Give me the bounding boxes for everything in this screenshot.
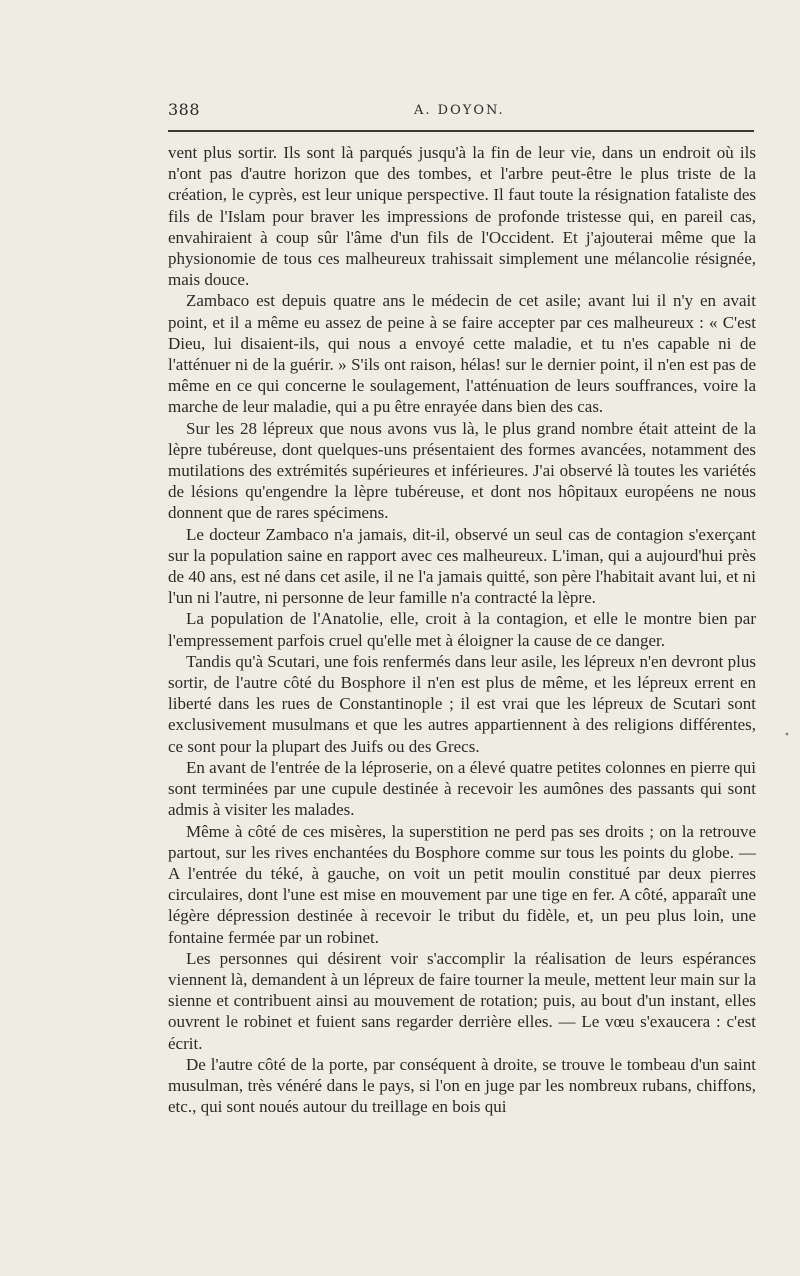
margin-dot: • — [784, 730, 790, 741]
paragraph: Même à côté de ces misères, la superstition ne perd pas ses droits ; on la retrouve partout, sur les rives enchantées du Bosphore comme sur tous les points du globe. — A l'entrée du téké, à gauche, on voit un petit moulin constitué par deux pierres circulaires, dont l'une est mise en mouvement par une tige en fer. A côté, apparaît une légère dépression destinée à recevoir le tribut du fidèle, et, un peu plus loin, une fontaine fermée par un robinet. — [168, 821, 756, 947]
running-head: A. DOYON. — [414, 103, 505, 118]
paragraph: Sur les 28 lépreux que nous avons vus là, le plus grand nombre était atteint de la lèpre tubéreuse, dont quelques-uns présentaient des formes avancées, notamment des mutilations des extrémités supérieures et inférieures. J'ai observé là toutes les variétés de lésions qu'engendre la lèpre tubéreuse, et dont nos hôpitaux européens ne nous donnent que de rares spécimens. — [168, 418, 756, 523]
page-header — [168, 100, 756, 126]
paragraph: Le docteur Zambaco n'a jamais, dit-il, observé un seul cas de contagion s'exerçant sur la population saine en rapport avec ces malheureux. L'iman, qui a aujourd'hui près de 40 ans, est né dans cet asile, il ne l'a jamais quitté, son père l'habitait avant lui, et ni l'un ni l'autre, ni personne de leur famille n'a contracté la lèpre. — [168, 524, 756, 608]
paragraph: Tandis qu'à Scutari, une fois renfermés dans leur asile, les lépreux n'en devront plus sortir, de l'autre côté du Bosphore il n'en est plus de même, et les lépreux errent en liberté dans les rues de Constantinople ; il est vrai que les lépreux de Scutari sont exclusivement musulmans et que les autres appartiennent à des religions différentes, ce sont pour la plupart des Juifs ou des Grecs. — [168, 651, 756, 756]
page-number: 388 — [168, 100, 201, 119]
paragraph: De l'autre côté de la porte, par conséquent à droite, se trouve le tombeau d'un saint musulman, très vénéré dans le pays, si l'on en juge par les nombreux rubans, chiffons, etc., qui sont noués autour du treillage en bois qui — [168, 1054, 756, 1117]
paragraph: vent plus sortir. Ils sont là parqués jusqu'à la fin de leur vie, dans un endroit où ils n'ont pas d'autre horizon que des tombes, et l'arbre peut-être le plus triste de la création, le cyprès, est leur unique perspective. Il faut toute la résignation fataliste des fils de l'Islam pour braver les impressions de profonde tristesse qui, en pareil cas, envahiraient à coup sûr l'âme d'un fils de l'Occident. Et j'ajouterai même que la physionomie de tous ces malheureux trahissait simplement une mélancolie résignée, mais douce. — [168, 143, 756, 290]
paragraph: Les personnes qui désirent voir s'accomplir la réalisation de leurs espérances viennent là, demandent à un lépreux de faire tourner la meule, mettent leur main sur la sienne et contribuent ainsi au mouvement de rotation; puis, au bout d'un instant, elles ouvrent le robinet et fuient sans regarder derrière elles. — Le vœu s'exaucera : c'est écrit. — [168, 948, 756, 1053]
paragraph: En avant de l'entrée de la léproserie, on a élevé quatre petites colonnes en pierre qui sont terminées par une cupule destinée à recevoir les aumônes des passants qui sont admis à visiter les malades. — [168, 757, 756, 820]
paragraph: Zambaco est depuis quatre ans le médecin de cet asile; avant lui il n'y en avait point, et il a même eu assez de peine à se faire accepter par ces malheureux : « C'est Dieu, lui disaient-ils, qui nous a envoyé cette maladie, et tu n'es capable ni de l'atténuer ni de la guérir. » S'ils ont raison, hélas! sur le dernier point, il n'en est pas de même en ce qui concerne le soulagement, l'atténuation de leurs souffrances, voire la marche de leur maladie, qui a pu être enrayée dans bien des cas. — [168, 291, 756, 417]
header-rule — [168, 130, 754, 132]
paragraph: La population de l'Anatolie, elle, croit à la contagion, et elle le montre bien par l'empressement parfois cruel qu'elle met à éloigner la cause de ce danger. — [168, 609, 756, 650]
body-text — [168, 142, 756, 1117]
